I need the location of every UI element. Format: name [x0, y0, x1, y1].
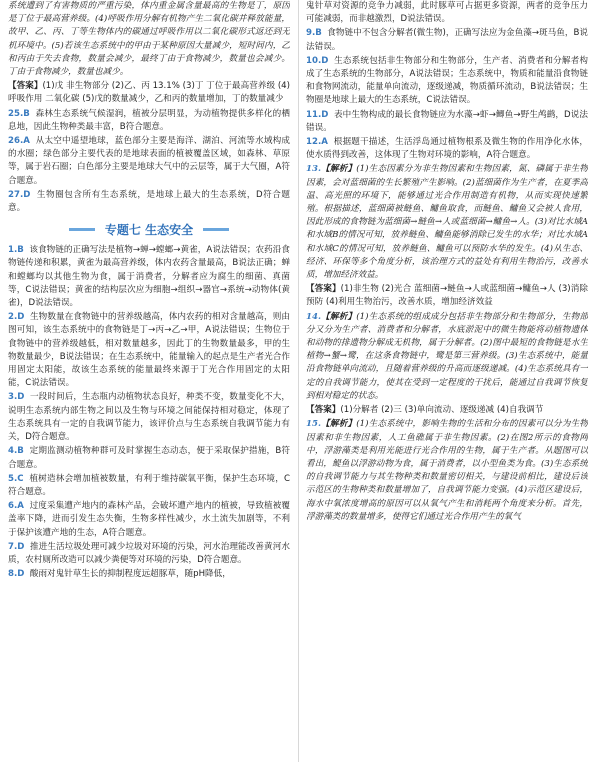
left-intro: 系统遭到了有害物质的严重污染，体内重金属含量最高的生物是丁，原因是丁位于最高营养级。(4)呼吸作用分解有机物产生二氧化碳并释放能量，故甲、乙、丙、丁等生物体内的碳通过呼吸作用以二氧化碳形式返还到无机环境中。(5)若该生态系统中的甲由于某种原因大量减少，短时间内，乙和丙由于失去食物，数量会减少，最终丁由于食物减少，数量也会减少。丁由于食物减少，数量也减少。 [8, 1, 290, 78]
item-text: 过度采集遭产地内的森林产品，会破坏遭产地内的植被，导致植被覆盖率下降，进而引发生态失衡，生物多样性减少，水土流失加剧等，不利于保护该遭产地的生态，A符合题意。 [8, 501, 290, 538]
item-number: 10.D [306, 55, 329, 66]
title-left-bar [69, 228, 95, 231]
item-text: 从太空中遥望地球，蓝色部分主要是海洋、湖泊、河流等水域构成的水圈；绿色部分主要代表的是地球表面的植被覆盖区域，如森林、草原等，属于岩石圈；白色部分主要是地球大气中的云层等，属于大气圈，A符合题意。 [8, 136, 290, 186]
answer-text: (1)戊 非生物部分 (2)乙、丙 13.1% (3)丁 丁位于最高营养级 (4)呼吸作用 二氧化碳 (5)戊的数量减少，乙和丙的数量增加，丁的数量减少 [8, 81, 290, 105]
item-number: 7.D [8, 541, 25, 552]
answer-13 [306, 283, 588, 309]
answer-label: 【答案】 [306, 405, 341, 416]
analysis-label: 【解析】 [320, 419, 357, 430]
answer-block-24 [8, 80, 290, 106]
item-text: 定期监测动植物种群可及时掌握生态动态，便于采取保护措施，B符合题意。 [8, 446, 290, 470]
right-column [306, 0, 588, 762]
item-text: 推进生活垃圾处理可减少垃圾对环境的污染，河水治理能改善黄河水质，农村厕所改造可以减少粪便等对环境的污染，D符合题意。 [8, 541, 290, 565]
item-number: 4.B [8, 446, 24, 457]
section-title-text: 专题七 生态安全 [104, 223, 194, 238]
list-item [306, 109, 588, 135]
item-text: 森林生态系统气候湿润，植被分层明显，为动植物提供多样化的栖息地，因此生物种类最丰富，B符合题意。 [8, 108, 290, 132]
list-item [8, 445, 290, 471]
analysis-text: (1)生态系统中，影响生物的生活和分布的因素可以分为生物因素和非生物因素，人工鱼礁属于非生物因素。(2)在图2所示的食物网中，浮游藻类是利用光能进行光合作用的生物，属于生产者。从题图可以看出，鳀鱼以浮游动物为食，属于消费者，以小型鱼类为食。(3)生态系统的自我调节能力与其生物种类和数量密切相关，与建设前相比，建设后该示范区的生物种类和数量增加了，自我调节能力变强。(4)示范区建设后，海水中氧浓度增高的原因可以从氧气产生和消耗两个角度来分析。首先，浮游藻类的数量增多，使得它们通过光合作用产生的氧气 [306, 419, 588, 522]
item-text: 一段时间后，生态瓶内动植物状态良好，种类不变，数量变化不大，说明生态系统内部生物之间以及生物与环境之间能保持相对稳定，体现了生态系统具有一定的自我调节能力，该评价点与生态系统自我调节能力有关，D符合题意。 [8, 392, 290, 443]
item-text: 生态系统包括非生物部分和生物部分，生产者、消费者和分解者构成了生态系统的生物部分，A说法错误；生态系统中，物质和能量沿食物链和食物网流动，能量单向流动，逐级递减，物质循环流动，B说法错误；生物圈是地球上最大的生态系统，C说法错误。 [306, 55, 588, 106]
analysis-13 [306, 163, 588, 282]
list-item [8, 568, 290, 581]
analysis-14 [306, 311, 588, 403]
list-item [306, 136, 588, 162]
item-number: 8.D [8, 569, 25, 580]
item-text: 植树造林会增加植被数量，有利于维持碳氧平衡，保护生态环境，C符合题意。 [8, 473, 290, 497]
item-number: 13. [306, 164, 321, 175]
item-number: 12.A [306, 137, 328, 148]
answer-text: (1)非生物 (2)光合 蓝细菌→鲢鱼→人或蓝细菌→鳙鱼→人 (3)消除 预防 (4)利用生物治污，改善水质，增加经济效益 [306, 284, 588, 308]
analysis-text: (1)生态因素分为非生物因素和生物因素，氮、磷属于非生物因素，会对蓝细菌的生长繁殖产生影响。(2)蓝细菌作为生产者，在夏季高温、高光照的环境下，能够通过光合作用制造有机物，从而实现快速繁殖。根据描述，蓝细菌被鲢鱼、鳙鱼取食，而鲢鱼、鳙鱼又会被人食用，因此形成的食物链为蓝细菌→鲢鱼→人或蓝细菌→鳙鱼→人。(3)对比水域A和水域B的情况可知，放养鲢鱼、鳙鱼能够消除已发生的水华；对比水域A和水域C的情况可知，放养鲢鱼、鳙鱼可以预防水华的发生。(4)从生态、经济、环保等多个角度分析，该治理方式的益处有利用生物治污，改善水质，增加经济效益。 [306, 164, 588, 281]
list-item [8, 391, 290, 444]
analysis-label: 【解析】 [320, 311, 357, 322]
item-number: 3.D [8, 392, 25, 403]
item-number: 9.B [306, 28, 322, 39]
list-item [8, 189, 290, 215]
list-item [306, 27, 588, 53]
answer-label: 【答案】 [8, 81, 43, 92]
item-number: 1.B [8, 245, 24, 256]
item-number: 27.D [8, 189, 31, 200]
item-number: 5.C [8, 473, 24, 484]
item-text: 表中生物构成的最长食物链应为水藻→虾→鲫鱼→野生鸬鹚，D说法错误。 [306, 109, 588, 133]
list-item [8, 244, 290, 310]
list-item [8, 311, 290, 390]
answer-14 [306, 404, 588, 417]
item-text: 该食物链的正确写法是植物→蝉→螳螂→黄雀，A说法错误；农药沿食物链传递和积累，黄雀为最高营养级，体内农药含量最高，B说法正确；蝉和螳螂均以其他生物为食，属于消费者，分解者应为腐生的细菌、真菌等，C说法错误；黄雀的结构层次应为细胞→组织→器官→系统→动物体(黄雀)，D说法错误。 [8, 245, 290, 309]
analysis-label: 【解析】 [320, 164, 357, 175]
item-number: 11.D [306, 109, 329, 120]
answer-text: (1)分解者 (2)三 (3)单向流动、逐级递减 (4)自我调节 [340, 405, 544, 416]
item-number: 2.D [8, 312, 25, 323]
analysis-15 [306, 418, 588, 524]
list-item [8, 500, 290, 540]
item-number: 15. [306, 419, 321, 430]
right-intro: 鬼针草对资源的竞争力减弱，此时豚草可占据更多资源，两者的竞争压力可能减弱，而非越激烈，D说法错误。 [306, 1, 588, 25]
item-text: 生物圈包含所有生态系统，是地球上最大的生态系统，D符合题意。 [8, 189, 290, 214]
list-item [8, 135, 290, 188]
item-text: 酸雨对鬼针草生长的抑制程度远超豚草，随pH降低， [29, 569, 231, 580]
list-item [306, 55, 588, 108]
item-text: 根据题干描述，生活浮岛通过植物根系及微生物的作用净化水体，使水质得到改善，这体现了生物对环境的影响，A符合题意。 [306, 137, 588, 161]
section-title [8, 221, 290, 238]
list-item [8, 473, 290, 499]
left-column [8, 0, 290, 762]
item-text: 食物链中不包含分解者(微生物)，正确写法应为金鱼藻→斑马鱼，B说法错误。 [306, 28, 588, 52]
item-number: 25.B [8, 108, 30, 119]
answer-label: 【答案】 [306, 284, 341, 295]
analysis-text: (1)生态系统的组成成分包括非生物部分和生物部分，生物部分又分为生产者、消费者和分解者，水底淤泥中的微生物能将动植物遗体和动物的排遗物分解成无机物，属于分解者。(2)图中最短的食物链是水生植物→蟹→鹭，在这条食物链中，鹭是第三营养级。(3)生态系统中，能量沿食物链单向流动，且随着营养级的升高而逐级递减。(4)生态系统具有一定的自我调节能力，使其在受到一定程度的干扰后，能通过自我调节恢复到相对稳定的状态。 [306, 311, 588, 401]
item-number: 14. [306, 311, 321, 322]
item-number: 6.A [8, 501, 24, 512]
title-right-bar [203, 228, 229, 231]
item-number: 26.A [8, 136, 30, 147]
item-text: 生物数量在食物链中的营养级越高，体内农药的相对含量越高，则由图可知，该生态系统中的食物链是丁→丙→乙→甲，A说法错误；生物位于食物链中的营养级越低，相对数量越多，因此丁的生物数量最多，甲的生物数量最少，B说法错误；在生态系统中，能量输入的起点是生产者光合作用固定太阳能，故该生态系统的能量最终来源于丁光合作用固定的太阳能，C说法错误。 [8, 312, 290, 389]
list-item [8, 541, 290, 567]
list-item [8, 108, 290, 134]
column-divider [298, 0, 299, 762]
